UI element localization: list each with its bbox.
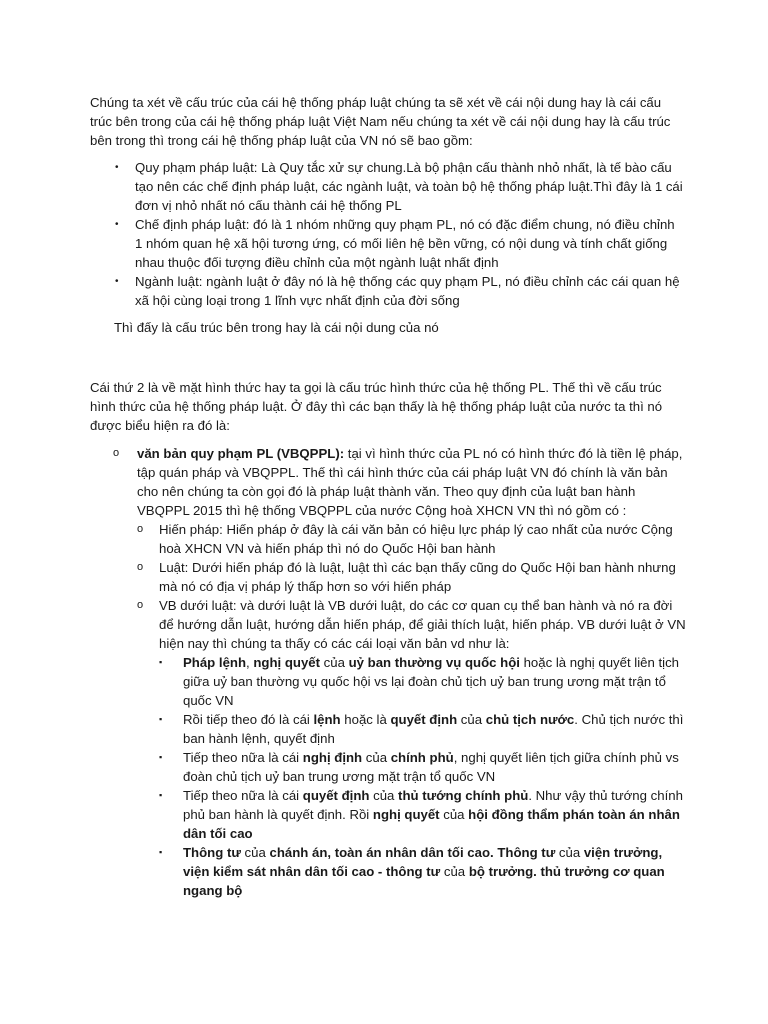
bullet-icon: •	[115, 162, 119, 173]
bold-term: viện trưởng, viện kiểm sát nhân dân tối cao - thông tư	[183, 845, 663, 879]
text-run: của	[439, 807, 469, 822]
list-item	[159, 786, 688, 843]
bold-term: chính phủ	[390, 750, 454, 765]
square-bullet-icon: ▪	[159, 752, 163, 762]
text-run: của	[440, 864, 469, 879]
square-bullet-icon: ▪	[159, 790, 163, 800]
bold-term: nghị định	[302, 750, 363, 765]
intro-paragraph: Chúng ta xét về cấu trúc của cái hệ thống pháp luật chúng ta sẽ xét về cái nội dung hay là cái cấu trúc bên trong của cái hệ thống pháp luật Việt Nam nếu chúng ta xét về cái nội dung hay là cấu trúc bên trong thì trong cái hệ thống pháp luật của VN nó sẽ bao gồm:	[90, 95, 671, 148]
circle-bullet-icon: o	[137, 523, 144, 535]
bold-term: quyết định	[302, 788, 370, 803]
vbqppl-body: tại vì hình thức của PL nó có hình thức đó là tiền lệ pháp, tập quán pháp và VBQPPL. Thế thì cái hình thức của cái pháp luật VN đó chính là văn bản cho nên chúng ta còn gọi đó là pháp luật thành văn. Theo quy định của luật ban hành VBQPPL 2015 thì hệ thống VBQPPL của nước Cộng hoà XHCN VN thì nó gồm có :	[137, 446, 683, 518]
text-run: hoặc là	[340, 712, 391, 727]
bullet-text: Quy phạm pháp luật: Là Quy tắc xử sự chung.Là bộ phận cấu thành nhỏ nhất, là tế bào cấu tạo nên các chế định pháp luật, các ngành luật, và toàn bộ hệ thống pháp luật.Thì đây là 1 cái đơn vị nhỏ nhất nó cấu thành cái hệ thống PL	[135, 160, 683, 213]
form-outline	[113, 444, 688, 900]
text-run: hoặc là nghị quyết liên tịch giữa uỷ ban thường vụ quốc hội vs lại đoàn chủ tịch uỷ ban trung ương mặt trận tổ quốc VN	[183, 655, 680, 708]
bold-term: nghị quyết	[372, 807, 440, 822]
square-item-text	[183, 653, 688, 710]
bold-term: bộ trưởng. thủ trưởng cơ quan ngang bộ	[183, 864, 665, 898]
bold-term: thủ tướng chính phủ	[398, 788, 529, 803]
text-run: của	[457, 712, 486, 727]
text-run: của	[240, 845, 270, 860]
bold-term: quyết định	[390, 712, 458, 727]
list-item	[137, 558, 688, 596]
text-run: của	[555, 845, 584, 860]
list-item	[137, 596, 688, 653]
sub-item-text: Luật: Dưới hiến pháp đó là luật, luật thì các bạn thấy cũng do Quốc Hội ban hành nhưng mà nó có địa vị pháp lý thấp hơn so với hiến pháp	[159, 560, 676, 594]
square-bullet-icon: ▪	[159, 847, 163, 857]
square-item-text	[183, 748, 688, 786]
second-paragraph: Cái thứ 2 là về mặt hình thức hay ta gọi là cấu trúc hình thức của hệ thống PL. Thế thì về cấu trúc hình thức của hệ thống pháp luật. Ở đây thì các bạn thấy là hệ thống pháp luật của nước ta thì nó được biểu hiện ra đó là:	[90, 380, 663, 433]
text-run: của	[362, 750, 391, 765]
bold-term: lệnh	[313, 712, 341, 727]
bold-term: Pháp lệnh	[183, 655, 247, 670]
text-run: . Như vậy thủ tướng chính phủ ban hành là quyết định. Rồi	[183, 788, 683, 822]
square-item-text	[183, 843, 688, 900]
list-item	[159, 653, 688, 710]
list-item	[159, 748, 688, 786]
circle-bullet-icon: o	[113, 447, 120, 459]
text-run: của	[320, 655, 349, 670]
list-item	[113, 444, 688, 520]
bold-term: chủ tịch nước	[485, 712, 575, 727]
square-list	[159, 653, 688, 900]
bold-term: uỷ ban thường vụ quốc hội	[348, 655, 520, 670]
text-run: Tiếp theo nữa là cái	[183, 788, 303, 803]
square-bullet-icon: ▪	[159, 657, 163, 667]
bullet-icon: •	[115, 276, 119, 287]
square-bullet-icon: ▪	[159, 714, 163, 724]
circle-bullet-icon: o	[137, 599, 144, 611]
sub-list	[137, 520, 688, 900]
circle-bullet-icon: o	[137, 561, 144, 573]
sub-item-text: Hiến pháp: Hiến pháp ở đây là cái văn bản có hiệu lực pháp lý cao nhất của nước Cộng hoà XHCN VN và hiến pháp thì nó do Quốc Hội ban hành	[159, 522, 673, 556]
summary-paragraph: Thì đấy là cấu trúc bên trong hay là cái nội dung của nó	[114, 320, 439, 335]
square-item-text	[183, 710, 688, 748]
sub-item-text: VB dưới luật: và dưới luật là VB dưới luật, do các cơ quan cụ thể ban hành và nó ra đời để hướng dẫn luật, hướng dẫn hiến pháp, để giải thích luật, hiến pháp. VB dưới luật ở VN hiện nay thì chúng ta thấy có các cái loại văn bản vd như là:	[159, 598, 686, 651]
vbqppl-lead: văn bản quy phạm PL (VBQPPL):	[137, 446, 345, 461]
list-item	[137, 520, 688, 558]
text-run: của	[369, 788, 399, 803]
bold-term: Thông tư	[183, 845, 241, 860]
list-item	[159, 710, 688, 748]
content-bullet-list	[115, 158, 685, 310]
text-run: . Chủ tịch nước thì ban hành lệnh, quyết định	[183, 712, 684, 746]
text-run: ,	[246, 655, 254, 670]
square-item-text	[183, 786, 688, 843]
list-item	[115, 158, 685, 215]
list-item	[159, 843, 688, 900]
bold-term: chánh án, toàn án nhân dân tối cao. Thông tư	[269, 845, 556, 860]
bullet-text: Chế định pháp luật: đó là 1 nhóm những quy phạm PL, nó có đặc điểm chung, nó điều chỉnh 1 nhóm quan hệ xã hội tương ứng, có mối liên hệ bền vững, có nội dung và tính chất giống nhau thuộc đối tượng điều chỉnh của một ngành luật nhất định	[135, 217, 675, 270]
bold-term: hội đồng thẩm phán toàn án nhân dân tối cao	[183, 807, 680, 841]
vbqppl-text	[137, 444, 688, 520]
text-run: Tiếp theo nữa là cái	[183, 750, 303, 765]
bold-term: nghị quyết	[253, 655, 321, 670]
list-item	[115, 215, 685, 272]
text-run: Rồi tiếp theo đó là cái	[183, 712, 314, 727]
list-item	[115, 272, 685, 310]
bullet-text: Ngành luật: ngành luật ở đây nó là hệ thống các quy phạm PL, nó điều chỉnh các cái quan hệ xã hội cùng loại trong 1 lĩnh vực nhất định của đời sống	[135, 274, 680, 308]
text-run: , nghị quyết liên tịch giữa chính phủ vs đoàn chủ tịch uỷ ban trung ương mặt trận tổ quốc VN	[183, 750, 679, 784]
bullet-icon: •	[115, 219, 119, 230]
